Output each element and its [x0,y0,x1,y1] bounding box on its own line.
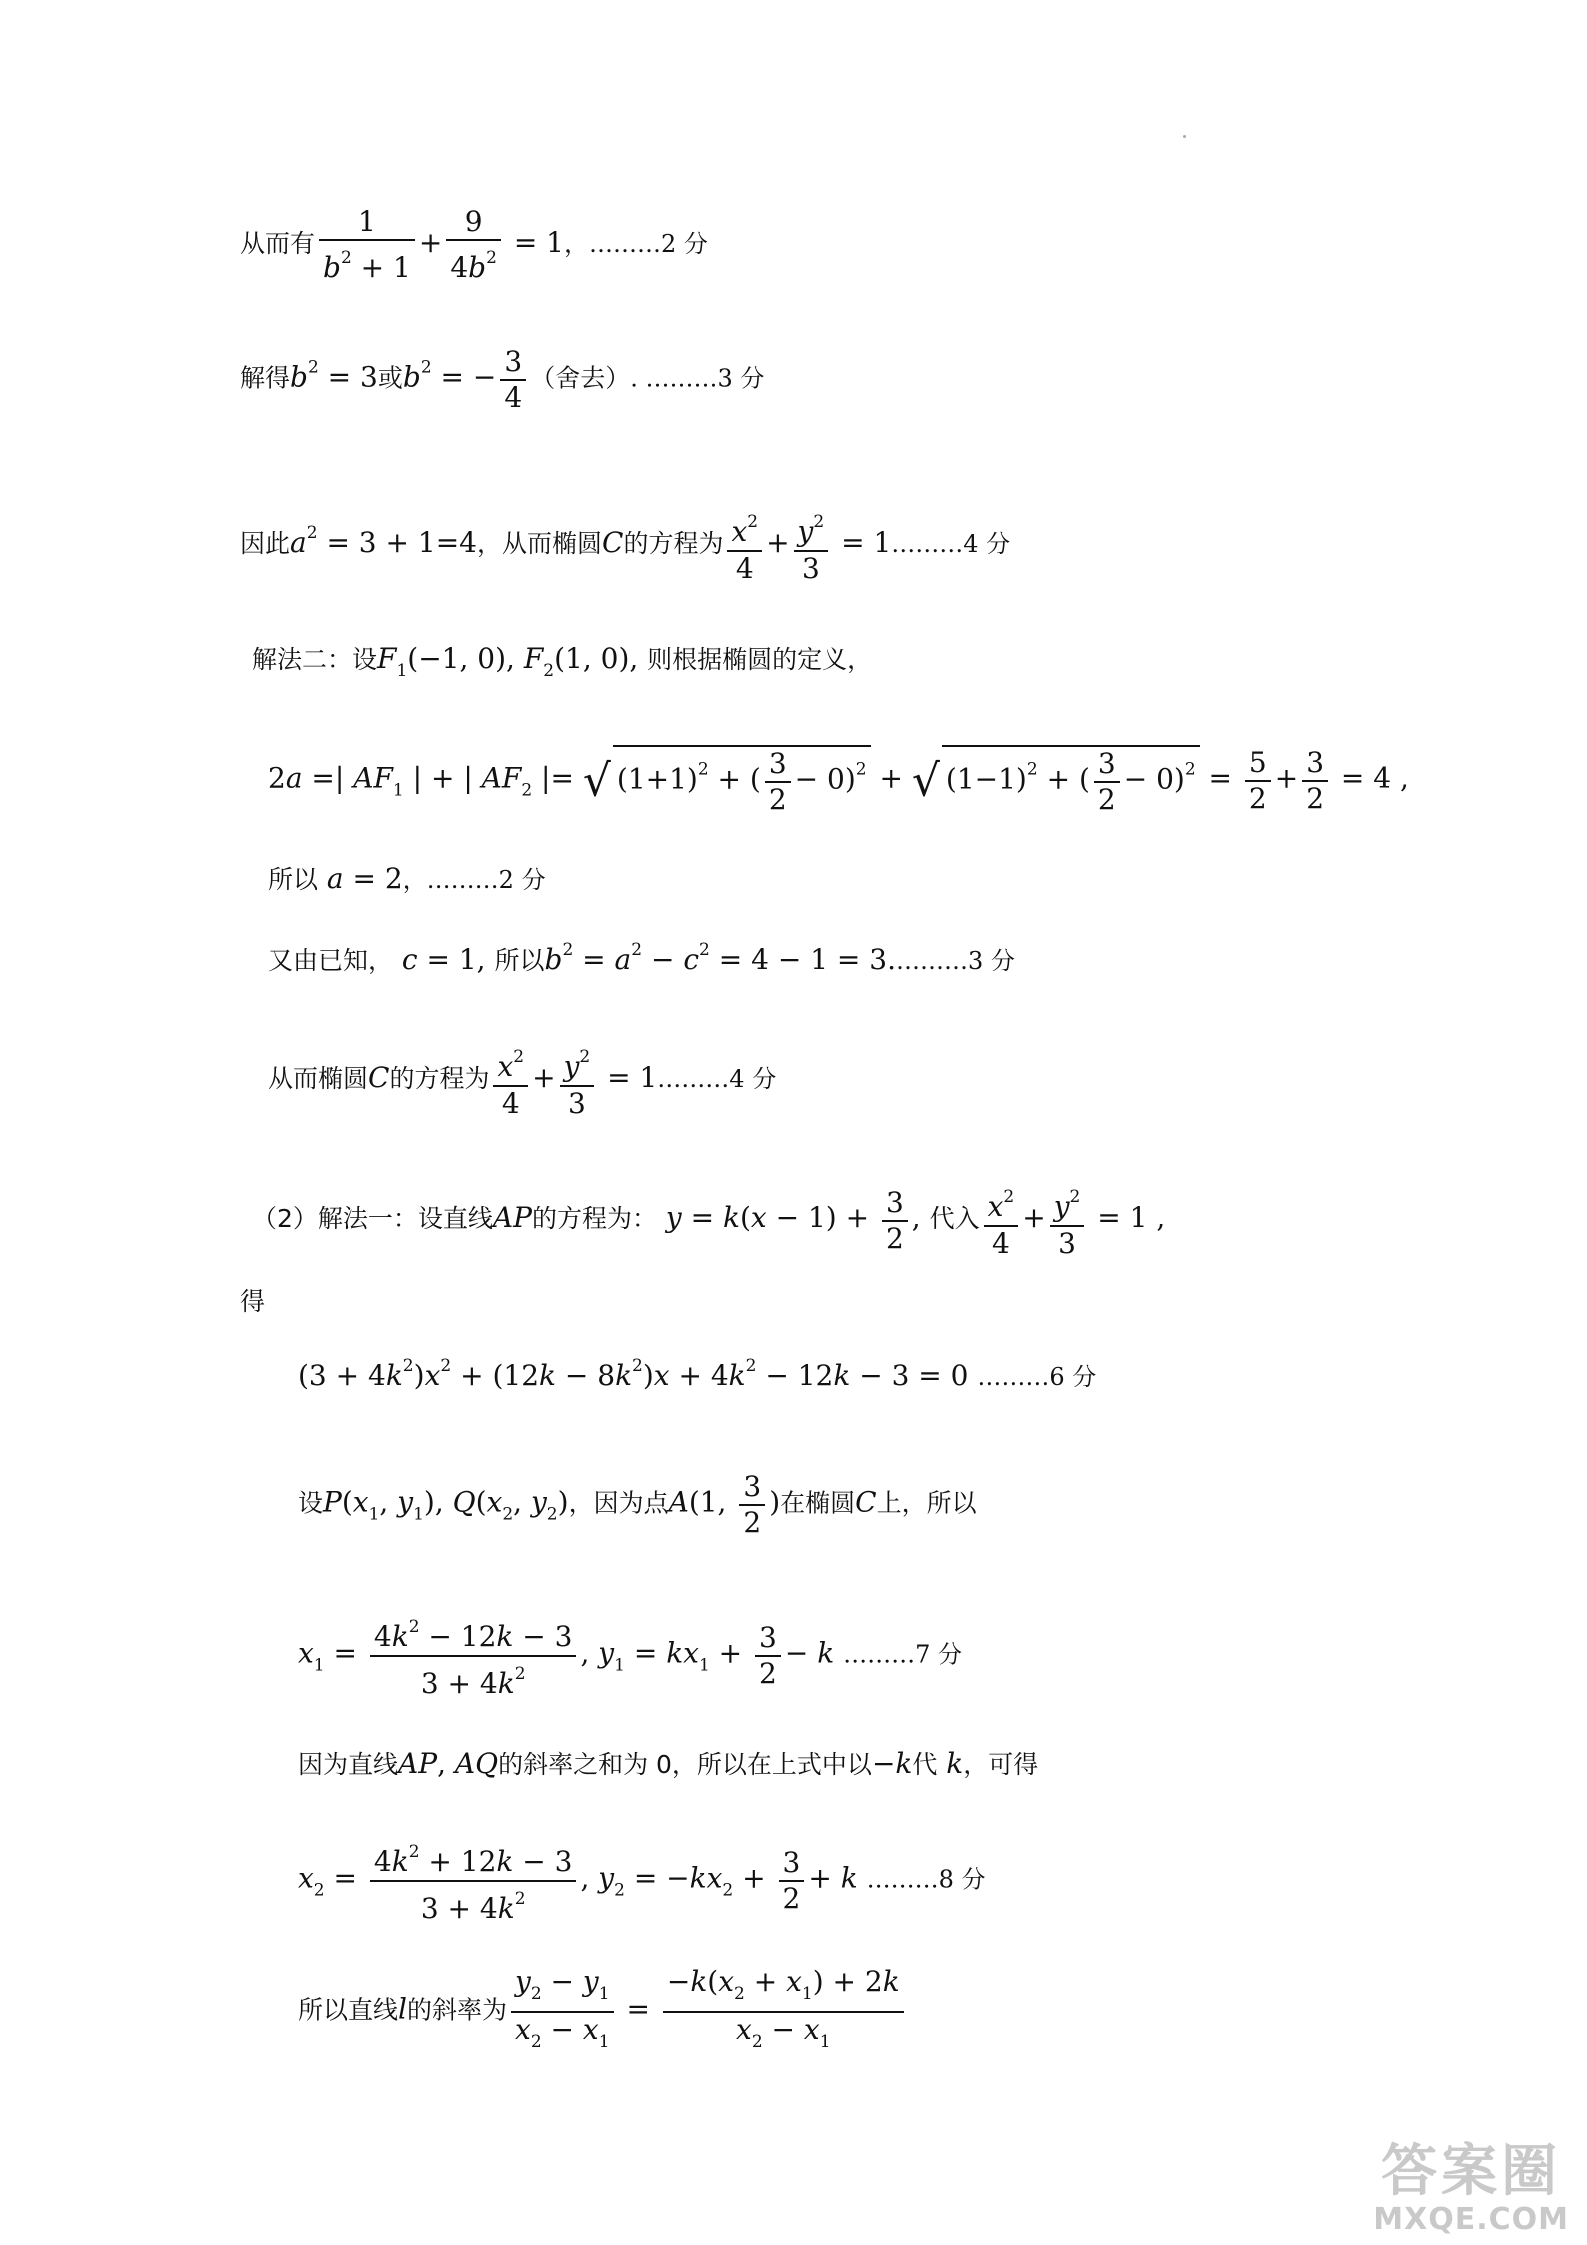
text: 从而有 [240,229,316,258]
text: 或 [377,363,403,393]
score-mark: . ………3 分 [630,364,765,393]
score-mark: ………3 分 [896,947,1015,975]
fraction: $\frac{x^2}{4}$ [727,505,762,586]
fraction: $\frac{1}{b^2 + 1}$ [319,205,415,286]
watermark-mark: 答案圈 [1381,2139,1562,2204]
watermark-logo [1373,2139,1569,2237]
line-9: （2）解法一：设直线AP的方程为： y = k(x − 1) + $\frac{3}{2}$ , 代入 $\frac{x^2}{4}$ + $\frac{y^2}{3}$ = 1 , [252,1180,1165,1261]
text: 的方程为 [623,529,724,558]
text: 又由已知， [268,946,394,975]
line-6: 所以 a = 2，………2 分 [268,862,546,895]
text: 则根据椭圆的定义， [647,645,873,674]
text: 的斜率为 [406,1995,507,2025]
score-mark: ………8 分 [866,1865,986,1894]
text: 上，所以 [876,1488,977,1518]
corner-dot [1183,135,1186,138]
fraction: $\frac{3}{4}$ [500,345,526,415]
text: 因为直线 [298,1750,399,1779]
fraction: $\frac{9}{4b^2}$ [446,205,501,286]
text: （舍去） [530,363,631,393]
line-7: 又由已知， c = 1, 所以$b^2 = a^2 - c^2 = 4 - 1$ = 3.………3 分 [268,940,1015,976]
text: 从而椭圆 [268,1064,369,1093]
text: ，可得 [963,1750,1039,1779]
line-2: 解得$b^2 = 3$或$b^2$ = − $\frac{3}{4}$ （舍去）. ………3 分 [240,345,765,414]
watermark-url: MXQE.COM [1373,2202,1569,2237]
line-4: 解法二：设$F_1(-1$, 0), $F_2(1$, 0), 则根据椭圆的定义， [252,642,873,681]
score-mark: ，………2 分 [402,866,546,894]
text: 所以 [268,865,319,894]
score-mark: ………4 分 [891,530,1011,558]
fraction: $\frac{x^2}{4}$ [493,1040,528,1121]
line-1: 从而有 $\frac{1}{b^2 + 1}$ + $\frac{9}{4b^2}$ = 1，………2 分 [240,205,708,284]
line-12: 设$P(x_1$, $y_1$), $Q(x_2$, $y_2$)，因为点A(1, $\frac{3}{2}$ )在椭圆C上，所以 [298,1470,977,1539]
text: 代 [912,1750,938,1779]
text: 的方程为 [389,1064,490,1093]
fraction: $\frac{y^2}{3}$ [560,1040,595,1121]
score-mark: ………7 分 [843,1640,963,1669]
line-8: 从而椭圆C的方程为 $\frac{x^2}{4}$ + $\frac{y^2}{3}$ = 1………4 分 [268,1040,776,1121]
line-5: 2a =| $AF_1$ | + | $AF_2$ |= √ $(1+1)^2$ + ( $\frac{3}{2}$ − 0)$^2$ + √ $(1-1)^2$ + ( $\frac{3}{2}$ − 0)$^2$ = $\frac{5}{2}$ + $\frac{3}{2}$ = 4 , [268,746,1409,816]
line-13: $x_1$ = $\frac{4k^2 - 12k - 3}{3 + 4k^2}$ , $y_1 = kx_1$ + $\frac{3}{2}$ − k ………7 分 [298,1610,962,1702]
text: 解法二：设 [252,645,378,674]
score-mark: ………2 分 [589,230,708,258]
score-mark: ………4 分 [657,1065,777,1093]
text: 解得 [240,363,291,393]
text: 设 [298,1488,324,1518]
line-3: 因此$a^2 = 3 + 1=4$，从而椭圆C的方程为 $\frac{x^2}{4}$ + $\frac{y^2}{3}$ = 1………4 分 [240,505,1010,586]
text: ，因为点 [568,1488,669,1518]
score-mark: ………6 分 [977,1363,1097,1391]
line-10 [240,1282,265,1318]
text: 的斜率之和为 0，所以在上式中以 [498,1750,872,1779]
text: 的方程为： [531,1204,657,1233]
text: 得 [240,1287,266,1316]
text: 所以 [494,946,545,975]
text: 因此 [240,529,291,558]
text: （2）解法一：设直线 [252,1204,493,1233]
line-16: 所以直线l的斜率为 $\frac{y_2 - y_1}{x_2 - x_1}$ = $\frac{-k(x_2 + x_1) + 2k}{x_2 - x_1}$ [298,1965,908,2059]
text: 代入 [929,1204,980,1233]
text: ， [564,229,590,258]
text: 在椭圆 [780,1488,856,1518]
line-15: $x_2$ = $\frac{4k^2 + 12k - 3}{3 + 4k^2}$ , $y_2 = -kx_2$ + $\frac{3}{2}$ + k ………8 分 [298,1835,986,1927]
line-11: $(3 + 4k^2)x^2 + (12k - 8k^2)x + 4k^2 - 12k - 3 = 0$ ………6 分 [298,1356,1097,1392]
text: 所以直线 [298,1995,399,2025]
text: ，从而椭圆 [476,529,602,558]
line-14: 因为直线AP, AQ的斜率之和为 0，所以在上式中以−k代 k，可得 [298,1747,1039,1780]
fraction: $\frac{y^2}{3}$ [794,505,829,586]
